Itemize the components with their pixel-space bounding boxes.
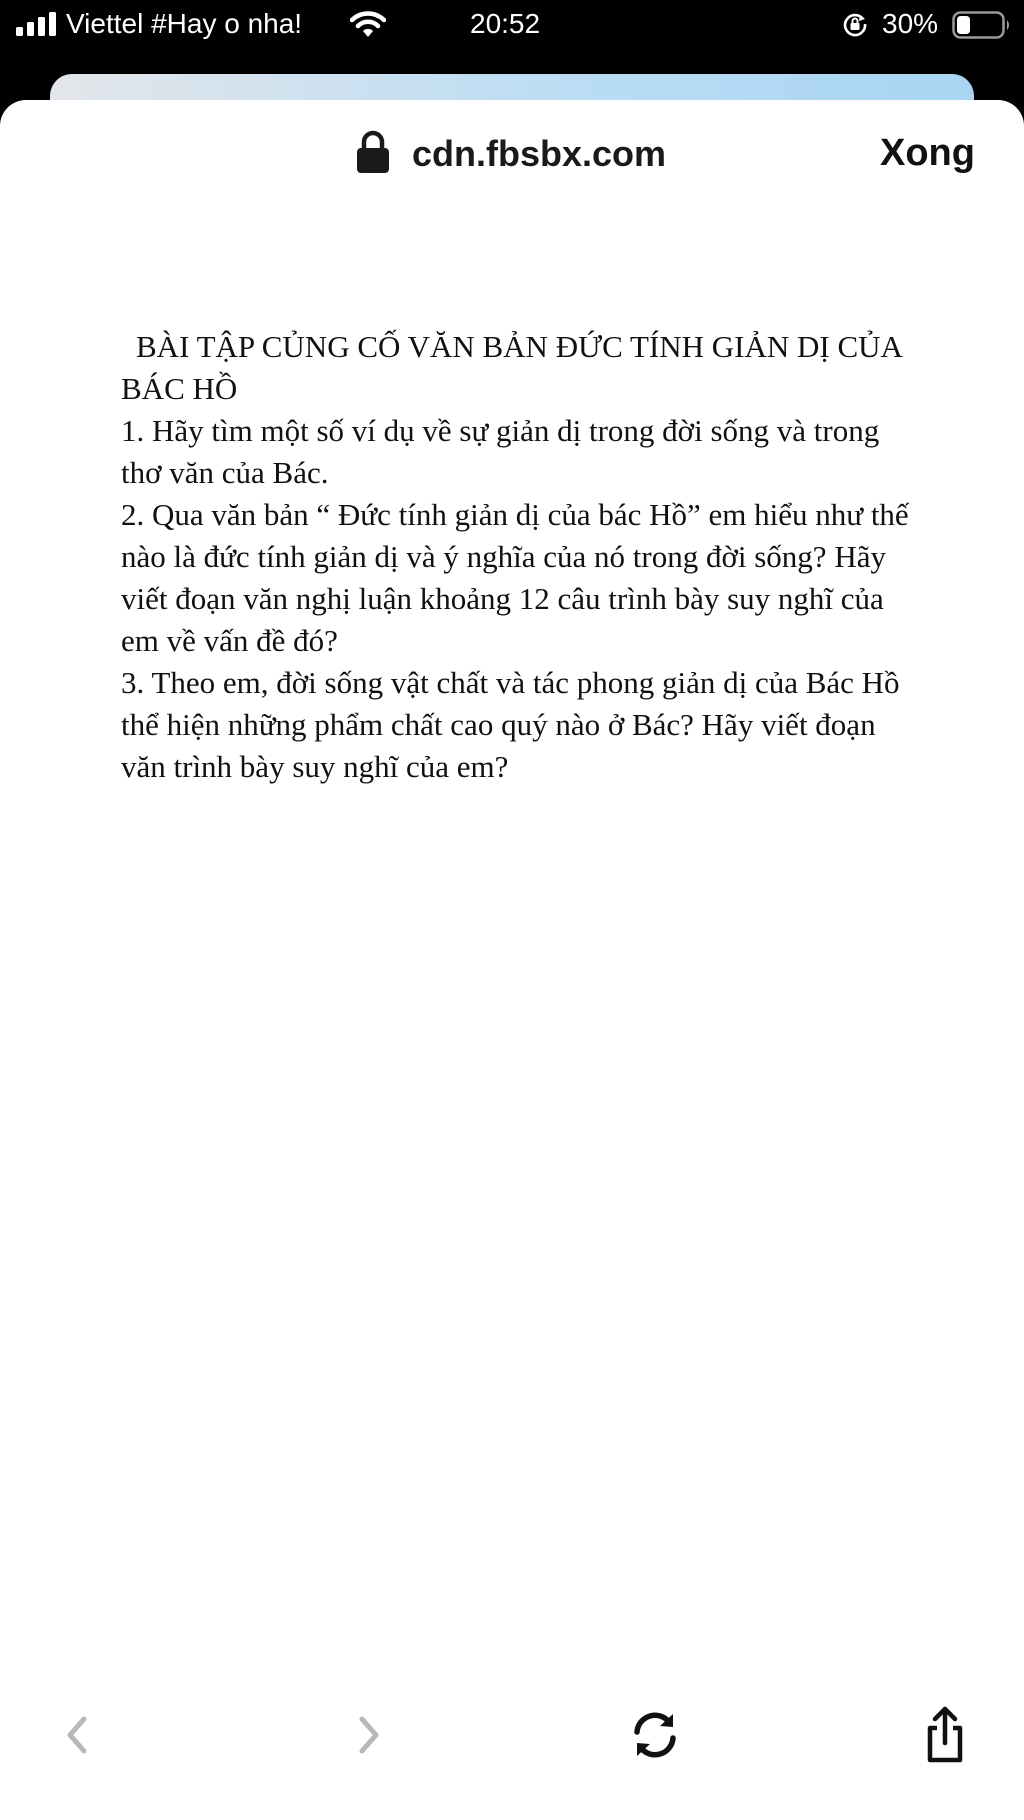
orientation-lock-icon [842, 11, 868, 37]
question-1: 1. Hãy tìm một số ví dụ về sự giản dị trong đời sống và trong thơ văn của Bác. [121, 413, 880, 490]
carrier-name: Viettel #Hay o nha! [66, 8, 303, 39]
lock-icon [356, 130, 390, 174]
battery-percent: 30% [882, 8, 939, 39]
url-text[interactable]: cdn.fbsbx.com [412, 133, 667, 174]
wifi-icon [350, 10, 386, 38]
browser-sheet [0, 100, 1024, 1820]
done-button[interactable]: Xong [880, 132, 975, 174]
status-bar [0, 0, 1024, 70]
document-content [121, 326, 921, 788]
forward-button[interactable] [334, 1700, 404, 1770]
bottom-toolbar [0, 1700, 1024, 1820]
signal-icon [16, 12, 58, 36]
back-icon [42, 1700, 112, 1770]
back-button[interactable] [42, 1700, 112, 1770]
document-title: BÀI TẬP CỦNG CỐ VĂN BẢN ĐỨC TÍNH GIẢN DỊ CỦA BÁC HỒ [121, 329, 902, 406]
share-button[interactable] [910, 1700, 980, 1770]
reload-icon [620, 1700, 690, 1770]
share-icon [910, 1700, 980, 1770]
question-2: 2. Qua văn bản “ Đức tính giản dị của bác Hồ” em hiểu như thế nào là đức tính giản dị và ý nghĩa của nó trong đời sống? Hãy viết đoạn văn nghị luận khoảng 12 câu trình bày suy nghĩ của em về vấn đề đó? [121, 497, 909, 658]
clock-time: 20:52 [470, 8, 541, 39]
reload-button[interactable] [620, 1700, 690, 1770]
url-bar [0, 100, 1024, 210]
question-3: 3. Theo em, đời sống vật chất và tác phong giản dị của Bác Hồ thể hiện những phẩm chất cao quý nào ở Bác? Hãy viết đoạn văn trình bày suy nghĩ của em? [121, 665, 900, 784]
forward-icon [334, 1700, 404, 1770]
battery-icon [952, 11, 1012, 39]
